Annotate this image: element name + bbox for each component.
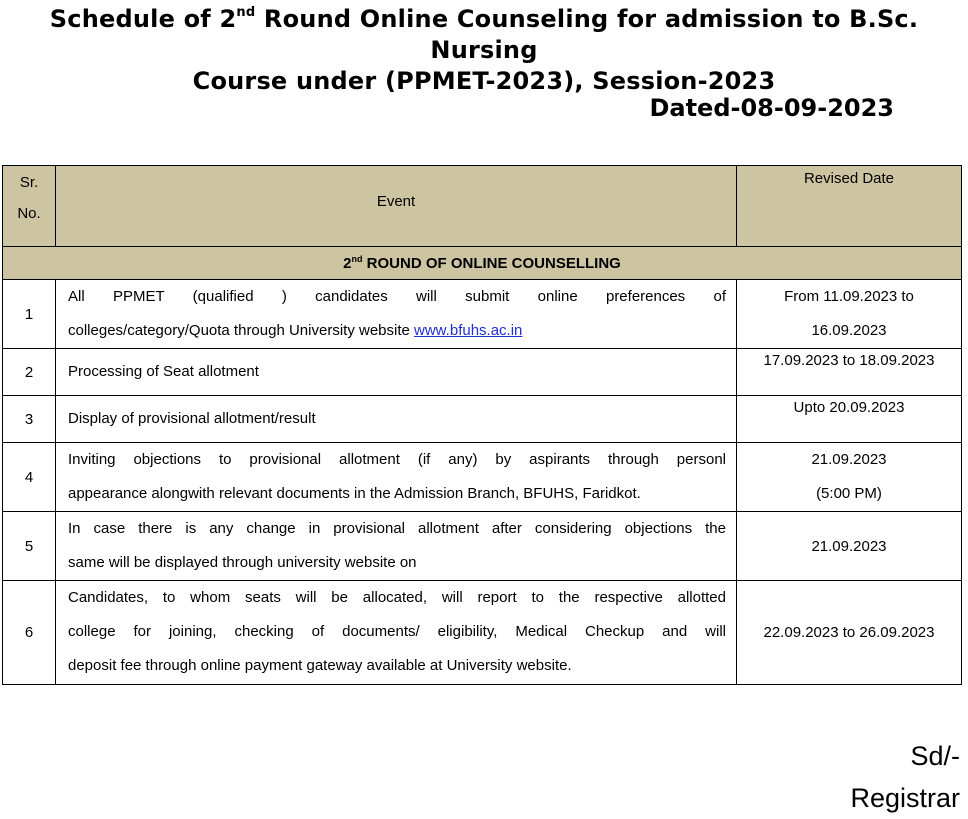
header-event: Event xyxy=(56,166,737,247)
signature-block xyxy=(850,735,960,819)
row-event: Candidates, to whom seats will be allocated, will report to the respective allotted college for joining, checking of documents/ eligibility, Medical Checkup and will deposit fee through online payment gateway available at University website. xyxy=(56,581,737,685)
schedule-table xyxy=(2,165,962,685)
dated-label: Dated-08-09-2023 xyxy=(649,94,894,122)
university-website-link[interactable]: www.bfuhs.ac.in xyxy=(414,322,523,339)
row-date: 22.09.2023 to 26.09.2023 xyxy=(737,581,962,685)
table-row xyxy=(3,280,962,349)
header-sr-no: Sr. No. xyxy=(3,166,56,247)
round-heading: 2nd ROUND OF ONLINE COUNSELLING xyxy=(3,247,962,280)
signature-sd: Sd/- xyxy=(910,741,960,771)
signature-registrar: Registrar xyxy=(850,783,960,813)
table-row xyxy=(3,396,962,443)
row-event: All PPMET (qualified ) candidates will submit online preferences of colleges/category/Quota through University website www.bfuhs.ac.in xyxy=(56,280,737,349)
row-date: 21.09.2023 xyxy=(737,512,962,581)
row-sr: 5 xyxy=(3,512,56,581)
row-sr: 6 xyxy=(3,581,56,685)
row-date: 17.09.2023 to 18.09.2023 xyxy=(737,349,962,396)
table-row xyxy=(3,581,962,685)
title-line-2: Course under (PPMET-2023), Session-2023 xyxy=(192,67,776,95)
document-title xyxy=(0,4,968,97)
round-heading-row xyxy=(3,247,962,280)
row-sr: 1 xyxy=(3,280,56,349)
title-line-1: Schedule of 2nd Round Online Counseling for admission to B.Sc. Nursing xyxy=(49,5,919,64)
row-event: Inviting objections to provisional allotment (if any) by aspirants through personl appearance alongwith relevant documents in the Admission Branch, BFUHS, Faridkot. xyxy=(56,443,737,512)
row-sr: 2 xyxy=(3,349,56,396)
header-revised-date: Revised Date xyxy=(737,166,962,247)
row-event: In case there is any change in provisional allotment after considering objections the same will be displayed through university website on xyxy=(56,512,737,581)
row-date: Upto 20.09.2023 xyxy=(737,396,962,443)
row-event: Display of provisional allotment/result xyxy=(56,396,737,443)
row-sr: 3 xyxy=(3,396,56,443)
table-row xyxy=(3,349,962,396)
row-date: 21.09.2023 (5:00 PM) xyxy=(737,443,962,512)
table-header-row xyxy=(3,166,962,247)
table-row xyxy=(3,512,962,581)
row-sr: 4 xyxy=(3,443,56,512)
table-row xyxy=(3,443,962,512)
row-date: From 11.09.2023 to 16.09.2023 xyxy=(737,280,962,349)
row-event: Processing of Seat allotment xyxy=(56,349,737,396)
